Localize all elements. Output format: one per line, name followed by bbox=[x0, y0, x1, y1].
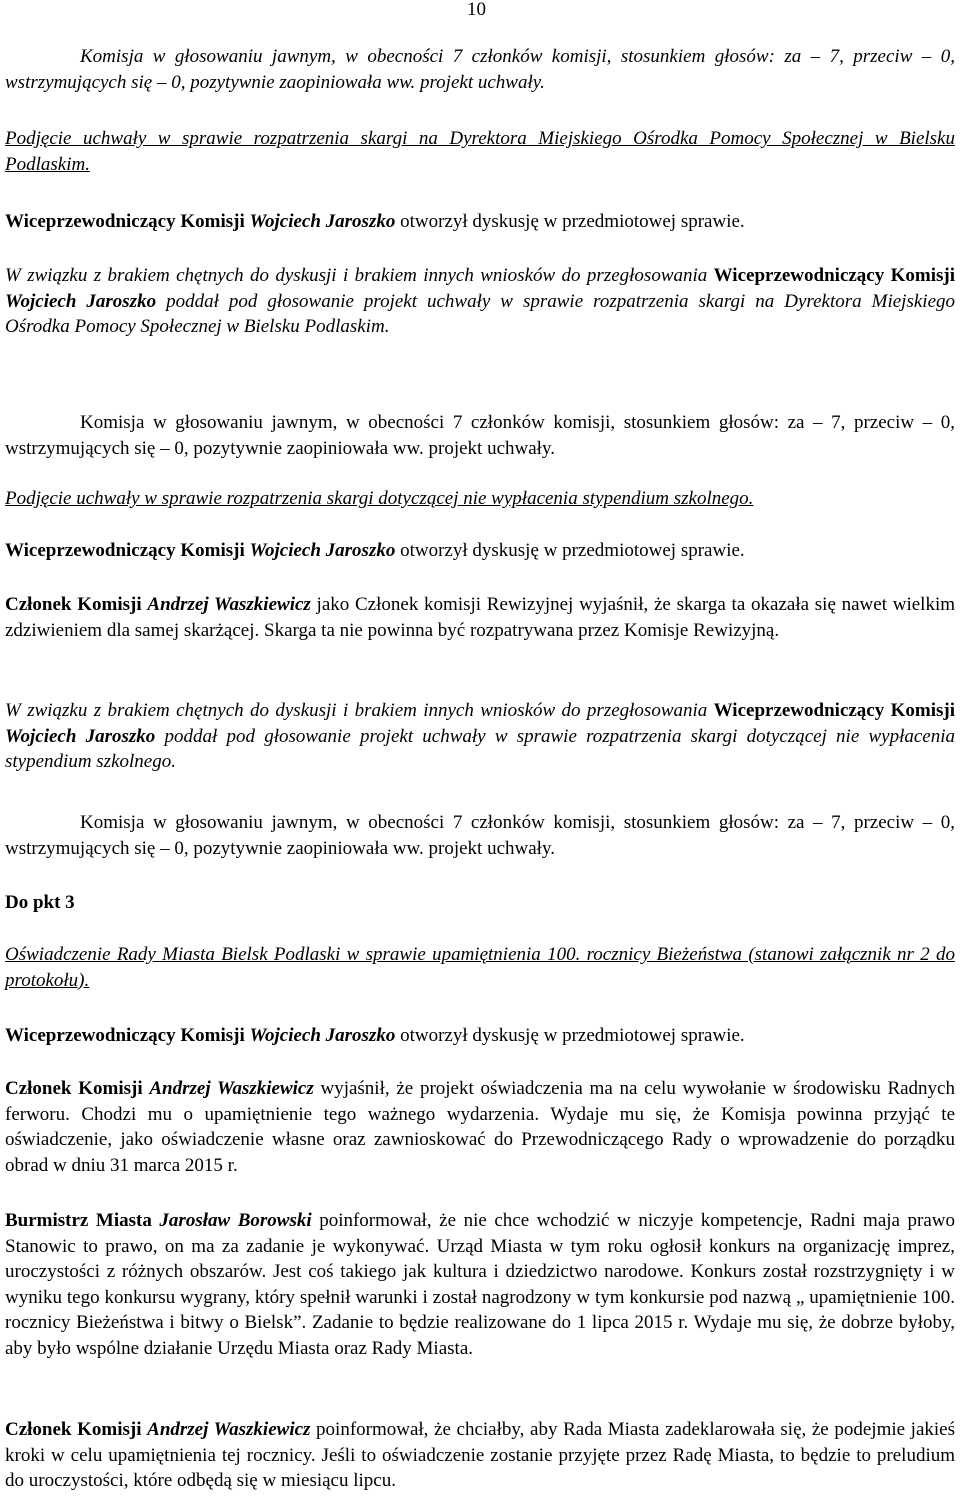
discussion-opening-paragraph bbox=[5, 1023, 955, 1049]
page-number: 10 bbox=[467, 0, 486, 20]
vote-motion-paragraph bbox=[5, 263, 955, 340]
speaker-name: Jarosław Borowski bbox=[159, 1210, 312, 1231]
speaker-name: Wojciech Jaroszko bbox=[5, 290, 157, 312]
agenda-heading-scholarship-complaint: Podjęcie uchwały w sprawie rozpatrzenia skargi dotyczącej nie wypłacenia stypendium szkolnego. bbox=[5, 488, 754, 509]
paragraph-text: W związku z brakiem chętnych do dyskusji i brakiem innych wniosków do przegłosowania bbox=[5, 700, 714, 721]
statement-paragraph bbox=[5, 1076, 955, 1178]
speaker-name: Andrzej Waszkiewicz bbox=[147, 594, 311, 615]
paragraph-text: poinformował, że chciałby, aby Rada Miasta zadeklarowała się, że podejmie jakieś kroki w celu upamiętnienia tej rocznicy. Jeśli to oświadczenie zostanie przyjęte przez Radę Miasta, to będzie to preludium do uroczystości, które odbędą się w miesiącu lipcu. bbox=[5, 1419, 956, 1491]
speaker-name: Wojciech Jaroszko bbox=[249, 540, 396, 561]
agenda-heading-complaint-mops: Podjęcie uchwały w sprawie rozpatrzenia skargi na Dyrektora Miejskiego Ośrodka Pomocy Społecznej w Bielsku Podlaskim. bbox=[5, 128, 955, 175]
speaker-name: Wojciech Jaroszko bbox=[249, 1025, 396, 1046]
vote-result-paragraph: Komisja w głosowaniu jawnym, w obecności 7 członków komisji, stosunkiem głosów: za – 7, przeciw – 0, wstrzymujących się – 0, pozytywnie zaopiniowała ww. projekt uchwały. bbox=[5, 412, 955, 459]
speaker-name: Wojciech Jaroszko bbox=[5, 725, 156, 747]
statement-paragraph bbox=[5, 1208, 955, 1361]
statement-paragraph bbox=[5, 1417, 955, 1494]
paragraph-text: poinformował, że nie chce wchodzić w niczyje kompetencje, Radni maja prawo Stanowic to prawo, on ma za zadanie je wykonywać. Urząd Miasta w tym roku ogłosił konkurs na organizację imprez, uroczystości z różnych obszarów. Jest coś takiego jak kultura i dziedzictwo narodowe. Konkurs został rozstrzygnięty i w wyniku tego konkursu wygrany, który spełnił warunki i został nagrodzony w tym konkursie pod nazwą „ upamiętnienie 100. rocznicy Bieżeństwa i bitwy o Bielsk”. Zadanie to będzie realizowane do 1 lipca 2015 r. Wydaje mu się, że dobrze byłoby, aby było wspólne działanie Urzędu Miasta oraz Rady Miasta. bbox=[5, 1210, 956, 1359]
speaker-role: Wiceprzewodniczący Komisji bbox=[713, 265, 955, 286]
statement-paragraph bbox=[5, 592, 955, 643]
speaker-role: Członek Komisji bbox=[5, 1419, 142, 1440]
discussion-opening-paragraph bbox=[5, 538, 955, 564]
paragraph-text: wyjaśnił, że projekt oświadczenia ma na celu wywołanie w środowisku Radnych ferworu. Chodzi mu o upamiętnienie tego ważnego wydarzenia. Wydaje mu się, że Komisja powinna przyjąć te oświadczenie, jako oświadczenie własne oraz zawnioskować do Przewodniczącego Rady o wprowadzenie do porządku obrad w dniu 31 marca 2015 r. bbox=[5, 1078, 955, 1176]
section-heading-point-3: Do pkt 3 bbox=[5, 892, 75, 913]
discussion-opening-paragraph bbox=[5, 209, 955, 235]
speaker-role: Wiceprzewodniczący Komisji bbox=[5, 540, 245, 561]
speaker-role: Członek Komisji bbox=[5, 594, 142, 615]
speaker-role: Wiceprzewodniczący Komisji bbox=[5, 1025, 245, 1046]
speaker-name: Andrzej Waszkiewicz bbox=[149, 1078, 314, 1099]
paragraph-text: poddał pod głosowanie projekt uchwały w sprawie rozpatrzenia skargi na Dyrektora Miejskiego Ośrodka Pomocy Społecznej w Bielsku Podlaskim. bbox=[5, 290, 956, 337]
agenda-heading-declaration: Oświadczenie Rady Miasta Bielsk Podlaski w sprawie upamiętnienia 100. rocznicy Bieżeństwa (stanowi załącznik nr 2 do protokołu). bbox=[5, 944, 955, 991]
vote-motion-paragraph bbox=[5, 698, 955, 775]
speaker-role: Członek Komisji bbox=[5, 1078, 143, 1099]
speaker-role: Burmistrz Miasta bbox=[5, 1210, 152, 1231]
paragraph-text: otworzył dyskusję w przedmiotowej sprawie. bbox=[395, 540, 745, 561]
paragraph-text: poddał pod głosowanie projekt uchwały w sprawie rozpatrzenia skargi dotyczącej nie wypłacenia stypendium szkolnego. bbox=[5, 725, 956, 772]
paragraph-text: otworzył dyskusję w przedmiotowej sprawie. bbox=[395, 211, 745, 232]
vote-result-paragraph: Komisja w głosowaniu jawnym, w obecności 7 członków komisji, stosunkiem głosów: za – 7, przeciw – 0, wstrzymujących się – 0, pozytywnie zaopiniowała ww. projekt uchwały. bbox=[5, 46, 955, 93]
speaker-name: Andrzej Waszkiewicz bbox=[147, 1419, 311, 1440]
speaker-name: Wojciech Jaroszko bbox=[249, 211, 396, 232]
vote-result-paragraph: Komisja w głosowaniu jawnym, w obecności 7 członków komisji, stosunkiem głosów: za – 7, przeciw – 0, wstrzymujących się – 0, pozytywnie zaopiniowała ww. projekt uchwały. bbox=[5, 812, 955, 859]
paragraph-text: otworzył dyskusję w przedmiotowej sprawie. bbox=[395, 1025, 745, 1046]
speaker-role: Wiceprzewodniczący Komisji bbox=[5, 211, 245, 232]
speaker-role: Wiceprzewodniczący Komisji bbox=[713, 700, 955, 721]
paragraph-text: W związku z brakiem chętnych do dyskusji i brakiem innych wniosków do przegłosowania bbox=[5, 265, 714, 286]
paragraph-text: jako Członek komisji Rewizyjnej wyjaśnił, że skarga ta okazała się nawet wielkim zdziwieniem dla samej skarżącej. Skarga ta nie powinna być rozpatrywana przez Komisje Rewizyjną. bbox=[5, 594, 956, 641]
